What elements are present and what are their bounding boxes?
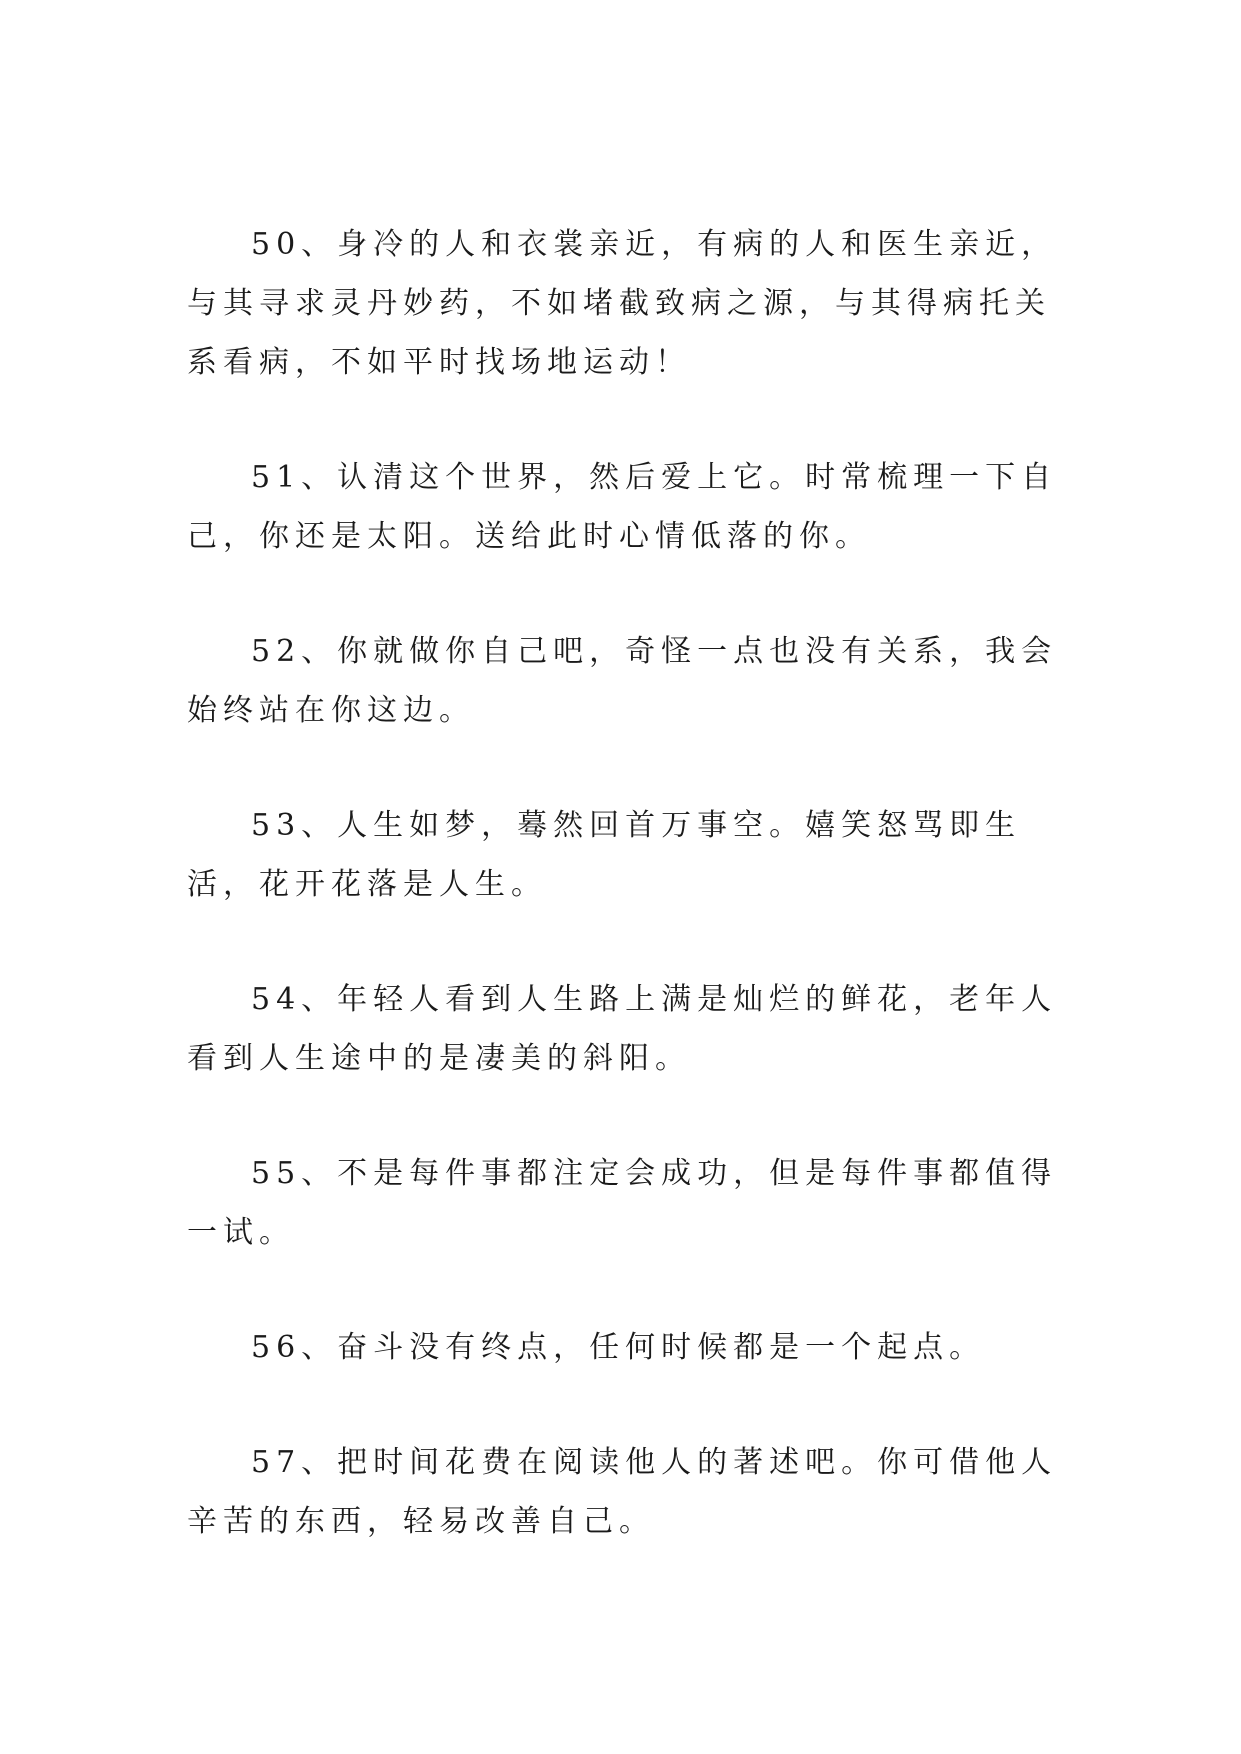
- paragraph-51: 51、认清这个世界，然后爱上它。时常梳理一下自己，你还是太阳。送给此时心情低落的你。: [187, 460, 1058, 554]
- paragraph-57: 57、把时间花费在阅读他人的著述吧。你可借他人辛苦的东西，轻易改善自己。: [187, 1445, 1058, 1539]
- paragraph-56: 56、奋斗没有终点，任何时候都是一个起点。: [251, 1330, 986, 1365]
- paragraph-53: 53、人生如梦，蓦然回首万事空。嬉笑怒骂即生活，花开花落是人生。: [187, 808, 1022, 902]
- paragraph-50: 50、身冷的人和衣裳亲近，有病的人和医生亲近，与其寻求灵丹妙药，不如堵截致病之源，与其得病托关系看病，不如平时找场地运动！: [187, 227, 1058, 380]
- paragraph-spacer: [187, 1377, 1067, 1433]
- paragraph-54: 54、年轻人看到人生路上满是灿烂的鲜花，老年人看到人生途中的是凄美的斜阳。: [187, 982, 1058, 1076]
- paragraph-spacer: [187, 914, 1067, 970]
- paragraph-spacer: [187, 740, 1067, 796]
- paragraph-52: 52、你就做你自己吧，奇怪一点也没有关系，我会始终站在你这边。: [187, 634, 1058, 728]
- paragraph-55: 55、不是每件事都注定会成功，但是每件事都值得一试。: [187, 1156, 1058, 1250]
- paragraph-spacer: [187, 566, 1067, 622]
- paragraph-spacer: [187, 1262, 1067, 1318]
- document-body: [187, 215, 1067, 1551]
- paragraph-spacer: [187, 1088, 1067, 1144]
- paragraph-spacer: [187, 392, 1067, 448]
